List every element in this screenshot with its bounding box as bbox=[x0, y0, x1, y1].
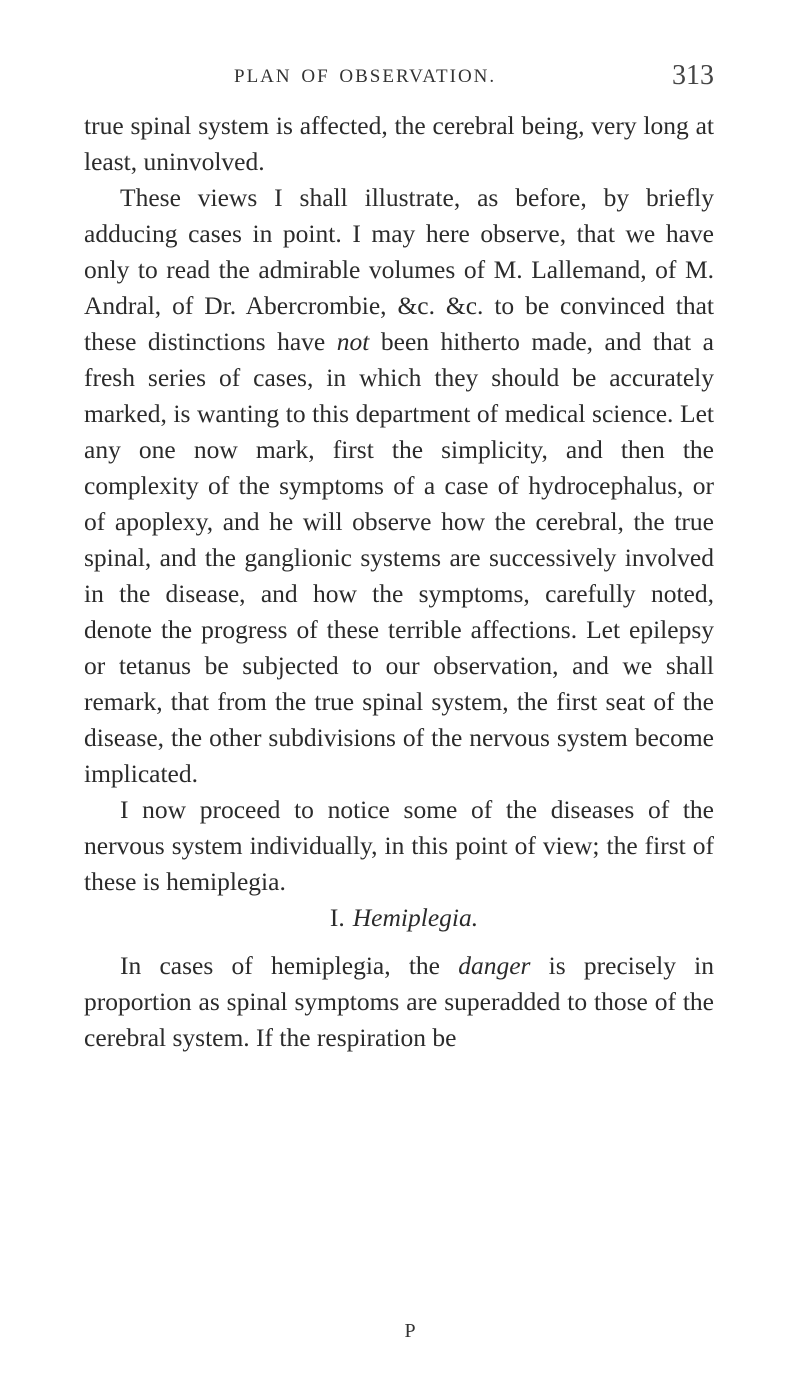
paragraph-hemiplegia-part-2: is precisely in proportion as spinal symptoms are superadded to those of the cerebral system. If the respiration be bbox=[84, 951, 714, 1052]
section-heading bbox=[84, 900, 714, 936]
emphasis-not: not bbox=[336, 327, 370, 356]
signature-mark: P bbox=[404, 1320, 416, 1342]
page-number: 313 bbox=[672, 60, 714, 91]
emphasis-danger: danger bbox=[458, 951, 531, 980]
body-text bbox=[84, 108, 714, 1056]
paragraph-views-part-2: been hitherto made, and that a fresh series of cases, in which they should be accurately marked, is wanting to this department of medical science. Let any one now mark, first the simplicity, and then the complexity of the symptoms of a case of hydrocephalus, or of apoplexy, and he will observe how the cerebral, the true spinal, and the ganglionic systems are successively involved in the disease, and how the symptoms, carefully noted, denote the progress of these terrible affections. Let epilepsy or tetanus be subjected to our observation, and we shall remark, that from the true spinal system, the first seat of the disease, the other subdivisions of the nervous system become implicated. bbox=[84, 327, 715, 788]
paragraph-hemiplegia-part-1: In cases of hemiplegia, the bbox=[120, 951, 459, 980]
paragraph-proceed: I now proceed to notice some of the diseases of the nervous system individually, in this point of view; the first of these is hemiplegia. bbox=[84, 795, 714, 896]
paragraph-views-part-1: These views I shall illustrate, as before, by briefly adducing cases in point. I may here observe, that we have only to read the admirable volumes of M. Lallemand, of M. Andral, of Dr. Abercrombie, &c. &c. to be convinced that these distinctions have bbox=[84, 183, 714, 356]
paragraph-continuation: true spinal system is affected, the cerebral being, very long at least, uninvolved. bbox=[84, 111, 714, 176]
paragraph-hemiplegia bbox=[84, 948, 714, 1056]
section-title: Hemiplegia. bbox=[352, 903, 479, 932]
paragraph-views bbox=[84, 180, 714, 792]
running-head bbox=[122, 60, 714, 100]
running-title: PLAN OF OBSERVATION. bbox=[234, 66, 497, 87]
section-number: I. bbox=[329, 903, 345, 932]
